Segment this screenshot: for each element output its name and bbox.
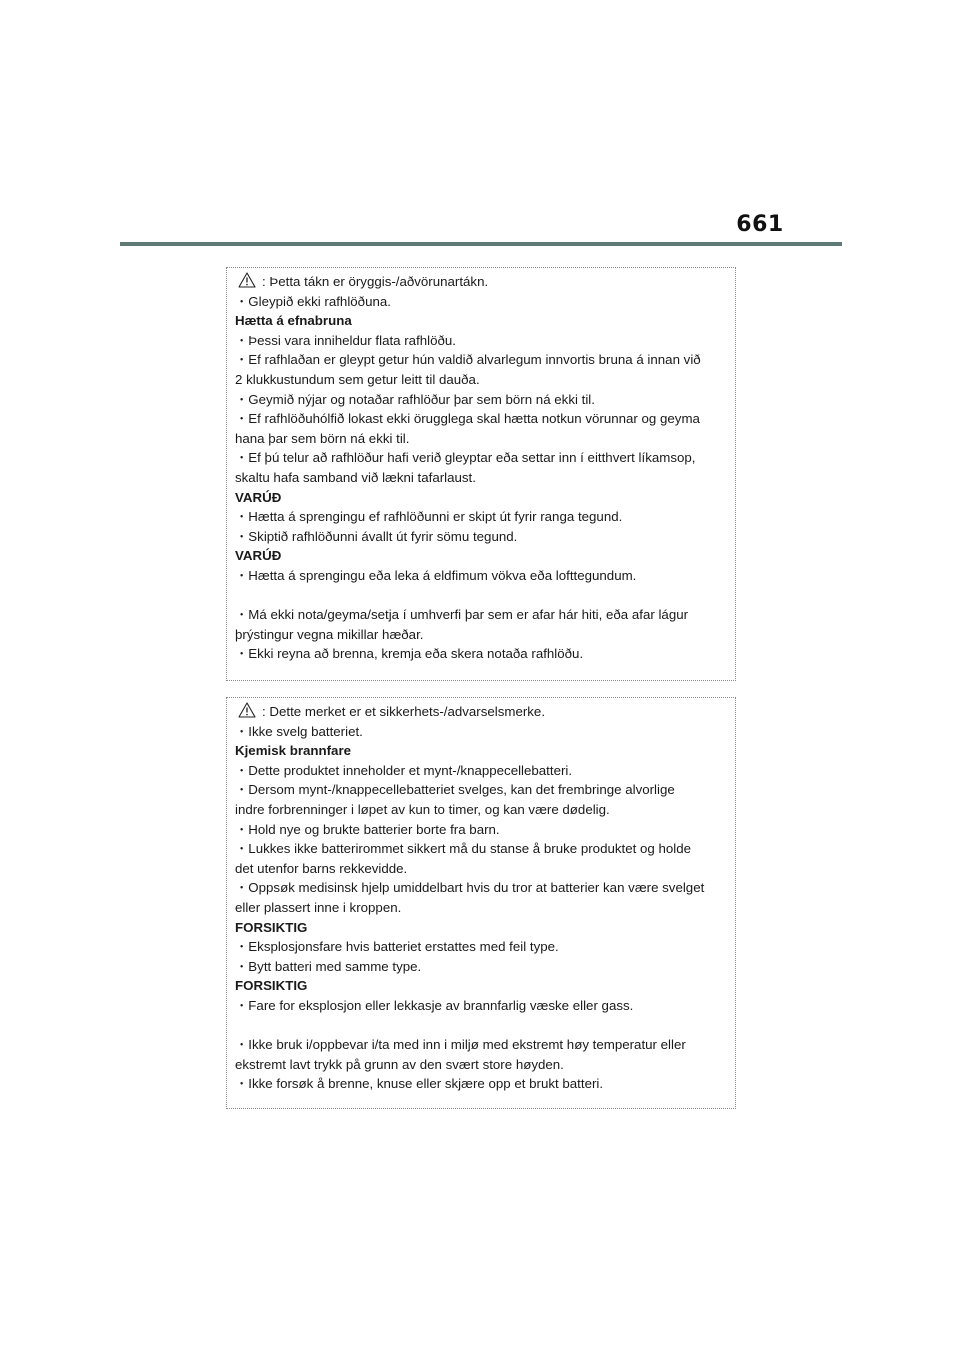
text-line bbox=[235, 331, 735, 351]
text-line bbox=[235, 566, 735, 586]
line-text: ・Ikke svelg batteriet. bbox=[235, 723, 363, 739]
section-heading bbox=[235, 311, 735, 331]
text-line bbox=[235, 350, 735, 370]
section-heading bbox=[235, 488, 735, 508]
line-text: skaltu hafa samband við lækni tafarlaust. bbox=[235, 469, 476, 485]
line-text: ・Fare for eksplosjon eller lekkasje av brannfarlig væske eller gass. bbox=[235, 997, 634, 1013]
text-line bbox=[235, 780, 735, 800]
line-text: þrýstingur vegna mikillar hæðar. bbox=[235, 626, 424, 642]
text-line bbox=[235, 527, 735, 547]
line-text: VARÚÐ bbox=[235, 489, 282, 505]
line-text: ・Gleypið ekki rafhlöðuna. bbox=[235, 293, 391, 309]
text-line bbox=[235, 292, 735, 312]
line-text: ・Ef rafhlaðan er gleypt getur hún valdið alvarlegum innvortis bruna á innan við bbox=[235, 352, 701, 368]
line-text: det utenfor barns rekkevidde. bbox=[235, 860, 408, 876]
text-line bbox=[235, 468, 735, 488]
text-line bbox=[235, 898, 735, 918]
text-line bbox=[235, 448, 735, 468]
page-number: 661 bbox=[736, 212, 784, 237]
line-text: eller plassert inne i kroppen. bbox=[235, 899, 402, 915]
warning-triangle-icon bbox=[238, 702, 256, 718]
line-text: Kjemisk brannfare bbox=[235, 743, 352, 759]
line-text: ekstremt lavt trykk på grunn av den svært store høyden. bbox=[235, 1056, 564, 1072]
text-line bbox=[235, 390, 735, 410]
text-line bbox=[235, 761, 735, 781]
line-text: ・Ef þú telur að rafhlöður hafi verið gleyptar eða settar inn í eitthvert líkamsop, bbox=[235, 450, 696, 466]
line-text: ・Geymið nýjar og notaðar rafhlöður þar sem börn ná ekki til. bbox=[235, 391, 595, 407]
warning-box-icelandic bbox=[226, 267, 736, 681]
symbol-legend bbox=[235, 702, 735, 722]
text-line bbox=[235, 586, 735, 606]
line-text: VARÚÐ bbox=[235, 548, 282, 564]
text-line bbox=[235, 429, 735, 449]
line-text: : Þetta tákn er öryggis-/aðvörunartákn. bbox=[262, 274, 489, 289]
text-line bbox=[235, 1016, 735, 1036]
line-text: ・Ikke bruk i/oppbevar i/ta med inn i miljø med ekstremt høy temperatur eller bbox=[235, 1037, 686, 1053]
warning-box-norwegian bbox=[226, 697, 736, 1109]
text-line bbox=[235, 605, 735, 625]
line-text: 2 klukkustundum sem getur leitt til dauða. bbox=[235, 371, 480, 387]
header-rule bbox=[120, 242, 842, 246]
text-line bbox=[235, 409, 735, 429]
line-text: ・Ef rafhlöðuhólfið lokast ekki örugglega skal hætta notkun vörunnar og geyma bbox=[235, 411, 700, 427]
text-line bbox=[235, 1035, 735, 1055]
line-text: ・Dersom mynt-/knappecellebatteriet svelges, kan det frembringe alvorlige bbox=[235, 782, 675, 798]
text-line bbox=[235, 859, 735, 879]
line-text: ・Dette produktet inneholder et mynt-/knappecellebatteri. bbox=[235, 762, 573, 778]
line-text: ・Hold nye og brukte batterier borte fra barn. bbox=[235, 821, 500, 837]
line-text: : Dette merket er et sikkerhets-/advarselsmerke. bbox=[262, 704, 546, 719]
text-line bbox=[235, 625, 735, 645]
section-heading bbox=[235, 741, 735, 761]
text-line bbox=[235, 1055, 735, 1075]
text-line bbox=[235, 644, 735, 664]
text-line bbox=[235, 800, 735, 820]
text-line bbox=[235, 957, 735, 977]
line-text: ・Þessi vara inniheldur flata rafhlöðu. bbox=[235, 332, 456, 348]
line-text: ・Hætta á sprengingu eða leka á eldfimum vökva eða lofttegundum. bbox=[235, 567, 637, 583]
line-text: Hætta á efnabruna bbox=[235, 313, 352, 329]
text-line bbox=[235, 820, 735, 840]
text-line bbox=[235, 507, 735, 527]
symbol-legend bbox=[235, 272, 735, 292]
text-line bbox=[235, 722, 735, 742]
line-text: ・Ikke forsøk å brenne, knuse eller skjære opp et brukt batteri. bbox=[235, 1076, 604, 1092]
line-text: ・Bytt batteri med samme type. bbox=[235, 958, 422, 974]
warning-triangle-icon bbox=[238, 272, 256, 288]
line-text: FORSIKTIG bbox=[235, 978, 308, 994]
line-text: ・Lukkes ikke batterirommet sikkert må du stanse å bruke produktet og holde bbox=[235, 841, 692, 857]
text-line bbox=[235, 937, 735, 957]
line-text: hana þar sem börn ná ekki til. bbox=[235, 430, 410, 446]
line-text: ・Hætta á sprengingu ef rafhlöðunni er skipt út fyrir ranga tegund. bbox=[235, 509, 623, 525]
section-heading bbox=[235, 918, 735, 938]
line-text: ・Skiptið rafhlöðunni ávallt út fyrir sömu tegund. bbox=[235, 528, 518, 544]
text-line bbox=[235, 370, 735, 390]
section-heading bbox=[235, 976, 735, 996]
line-text: ・Oppsøk medisinsk hjelp umiddelbart hvis du tror at batterier kan være svelget bbox=[235, 880, 705, 896]
line-text: indre forbrenninger i løpet av kun to timer, og kan være dødelig. bbox=[235, 801, 610, 817]
text-line bbox=[235, 996, 735, 1016]
line-text: ・Ekki reyna að brenna, kremja eða skera notaða rafhlöðu. bbox=[235, 646, 584, 662]
section-heading bbox=[235, 546, 735, 566]
text-line bbox=[235, 878, 735, 898]
line-text: ・Eksplosjonsfare hvis batteriet erstattes med feil type. bbox=[235, 939, 559, 955]
text-line bbox=[235, 839, 735, 859]
line-text: FORSIKTIG bbox=[235, 919, 308, 935]
line-text: ・Má ekki nota/geyma/setja í umhverfi þar sem er afar hár hiti, eða afar lágur bbox=[235, 607, 689, 623]
text-line bbox=[235, 1074, 735, 1094]
